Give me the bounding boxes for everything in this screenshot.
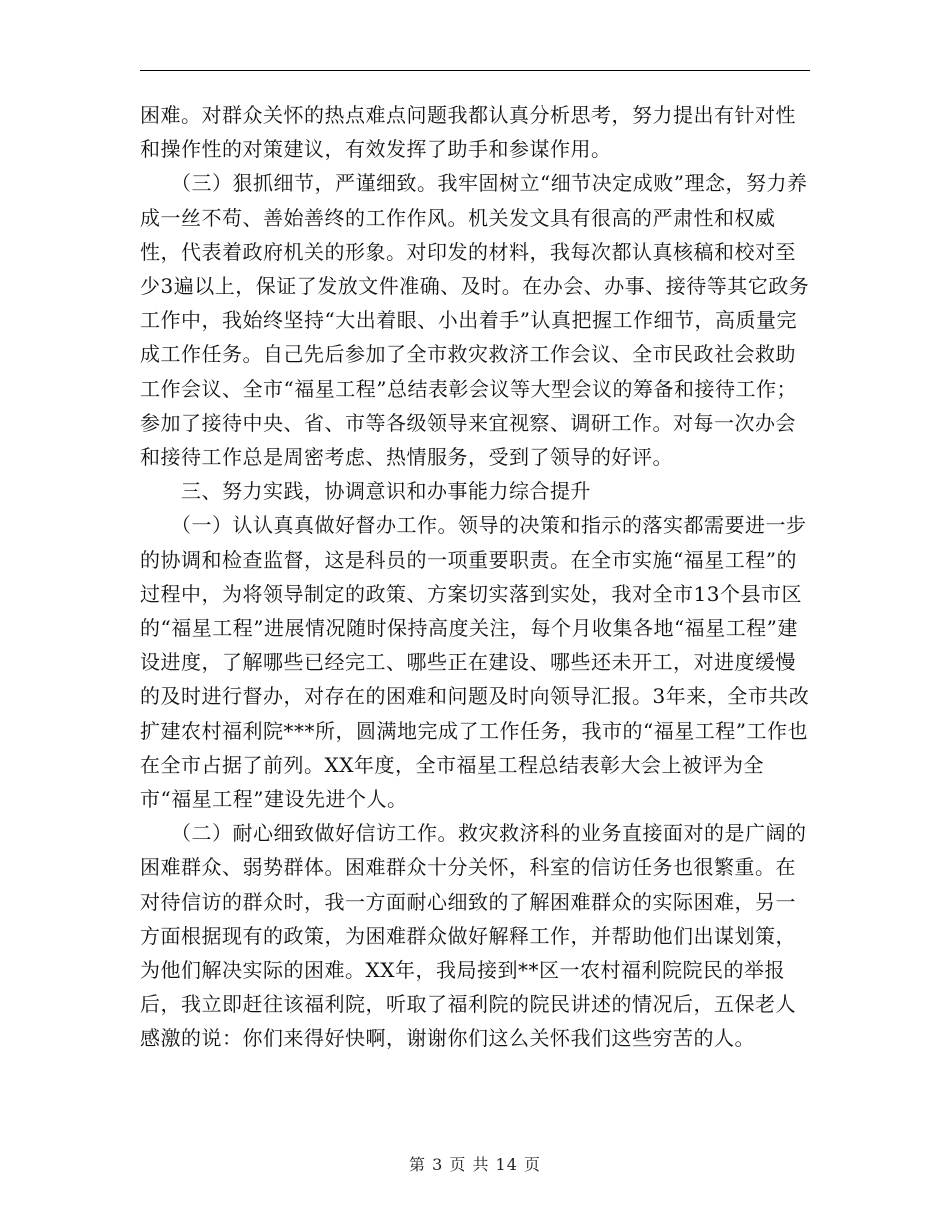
paragraph-2: （三）狠抓细节，严谨细致。我牢固树立“细节决定成败”理念，努力养成一丝不苟、善始善终的工作作风。机关发文具有很高的严肃性和权威性，代表着政府机关的形象。对印发的材料，我每次都认真核稿和校对至少3遍以上，保证了发放文件准确、及时。在办会、办事、接待等其它政务工作中，我始终坚持“大出着眼、小出着手”认真把握工作细节，高质量完成工作任务。自己先后参加了全市救灾救济工作会议、全市民政社会救助工作会议、全市“福星工程”总结表彰会议等大型会议的筹备和接待工作；参加了接待中央、省、市等各级领导来宜视察、调研工作。对每一次办会和接待工作总是周密考虑、热情服务，受到了领导的好评。 bbox=[140, 171, 810, 470]
section-heading: 三、努力实践，协调意识和办事能力综合提升 bbox=[140, 479, 591, 504]
page-number-footer: 第 3 页 共 14 页 bbox=[409, 1155, 541, 1174]
document-body bbox=[140, 98, 812, 1056]
paragraph-4: （二）耐心细致做好信访工作。救灾救济科的业务直接面对的是广阔的困难群众、弱势群体。困难群众十分关怀，科室的信访任务也很繁重。在对待信访的群众时，我一方面耐心细致的了解困难群众的实际困难，另一方面根据现有的政策，为困难群众做好解释工作，并帮助他们出谋划策，为他们解决实际的困难。XX年，我局接到**区一农村福利院院民的举报后，我立即赶往该福利院，听取了福利院的院民讲述的情况后，五保老人感激的说：你们来得好快啊，谢谢你们这么关怀我们这些穷苦的人。 bbox=[140, 821, 807, 1051]
paragraph-1: 困难。对群众关怀的热点难点问题我都认真分析思考，努力提出有针对性和操作性的对策建议，有效发挥了助手和参谋作用。 bbox=[140, 103, 796, 162]
header-rule bbox=[140, 70, 810, 71]
paragraph-3: （一）认认真真做好督办工作。领导的决策和指示的落实都需要进一步的协调和检查监督，这是科员的一项重要职责。在全市实施“福星工程”的过程中，为将领导制定的政策、方案切实落到实处，我对全市13个县市区的“福星工程”进展情况随时保持高度关注，每个月收集各地“福星工程”建设进度，了解哪些已经完工、哪些正在建设、哪些还未开工，对进度缓慢的及时进行督办，对存在的困难和问题及时向领导汇报。3年来，全市共改扩建农村福利院***所，圆满地完成了工作任务，我市的“福星工程”工作也在全市占据了前列。XX年度，全市福星工程总结表彰大会上被评为全市“福星工程”建设先进个人。 bbox=[140, 513, 810, 812]
